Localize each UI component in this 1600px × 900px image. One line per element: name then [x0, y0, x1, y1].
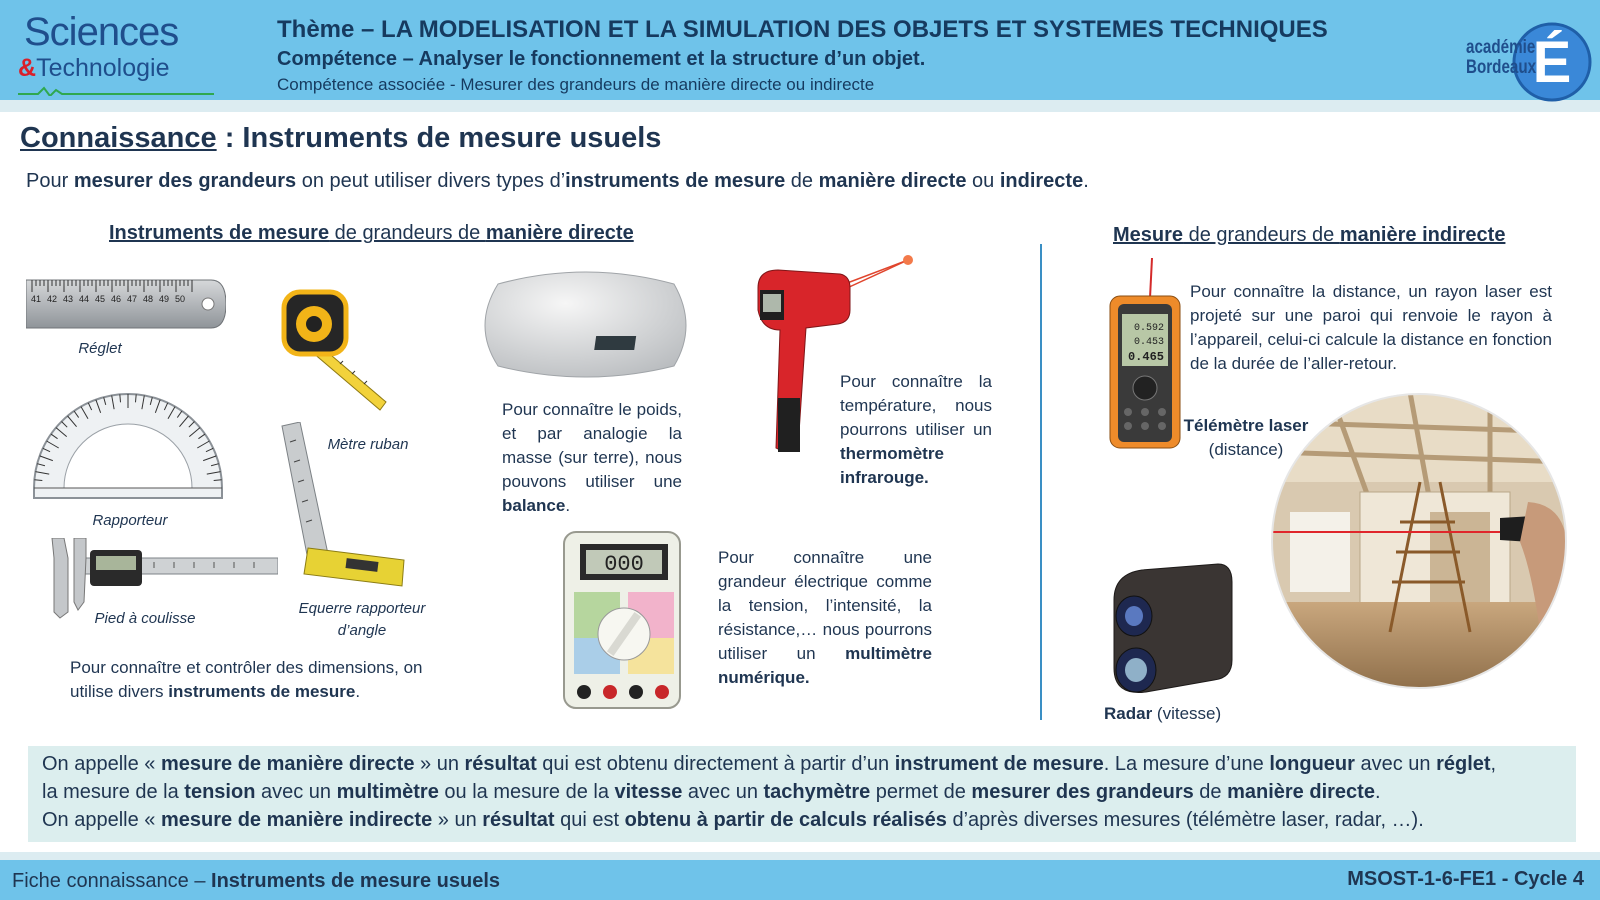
indirect-section-heading: Mesure de grandeurs de manière indirecte	[1113, 224, 1506, 246]
balance-text: Pour connaître le poids, et par analogie la masse (sur terre), nous pouvons utiliser une balance.	[502, 400, 682, 515]
ruler-scale-label: 43	[62, 294, 74, 304]
competence-heading: Compétence – Analyser le fonctionnement et la structure d’un objet.	[277, 48, 926, 70]
footer-title: Fiche connaissance – Instruments de mesure usuels	[12, 870, 500, 892]
svg-text:0.453: 0.453	[1133, 337, 1164, 348]
ruler-scale-label: 50	[174, 294, 186, 304]
ruler-scale-label: 44	[78, 294, 90, 304]
page-title	[20, 122, 661, 155]
footer-banner	[0, 860, 1600, 900]
svg-text:0.592: 0.592	[1133, 323, 1164, 334]
definition-line-1: On appelle « mesure de manière directe » un résultat qui est obtenu directement à partir d’un instrument de mesure. La mesure d’une longueur avec un réglet,	[42, 753, 1497, 775]
title-connaissance: Connaissance	[20, 122, 217, 154]
caption-rapporteur: Rapporteur	[92, 512, 168, 529]
caption-equerre: Equerre rapporteur d’angle	[298, 600, 426, 639]
ruler-scale-label: 46	[110, 294, 122, 304]
sciences-technologie-logo	[18, 8, 218, 94]
academie-bordeaux-logo	[1462, 4, 1596, 100]
multimetre-text: Pour connaître une grandeur électrique comme la tension, l’intensité, la résistance,… nous pourrons utiliser un multimètre numérique.	[718, 548, 932, 687]
logo-technologie-word: Technologie	[36, 54, 170, 82]
chantier-laser-photo	[1270, 392, 1568, 690]
theme-heading: Thème – LA MODELISATION ET LA SIMULATION DES OBJETS ET SYSTEMES TECHNIQUES	[277, 16, 1328, 43]
pied-a-coulisse-image	[44, 538, 278, 620]
definition-line-2: la mesure de la tension avec un multimètre ou la mesure de la vitesse avec un tachymètre permet de mesurer des grandeurs de manière directe.	[42, 781, 1381, 803]
academie-line2: Bordeaux	[1466, 57, 1537, 78]
direct-section-heading: Instruments de mesure de grandeurs de manière directe	[109, 222, 634, 244]
ruler-scale-label: 49	[158, 294, 170, 304]
academie-line1: académie	[1466, 37, 1536, 58]
reglet-image	[26, 278, 226, 332]
dimensions-text: Pour connaître et contrôler des dimensions, on utilise divers instruments de mesure.	[70, 658, 423, 701]
logo-technologie-text	[18, 54, 170, 83]
logo-amp: &	[18, 54, 37, 82]
multimetre-display: 000	[604, 552, 644, 577]
thermometre-text: Pour connaître la température, nous pourrons utiliser un thermomètre infrarouge.	[840, 372, 992, 487]
telemetre-description: Pour connaître la distance, un rayon laser est projeté sur une paroi qui renvoie le rayon à l’appareil, celui-ci calcule la distance en fonction de la durée de l’aller-retour.	[1190, 282, 1552, 373]
telemetre-caption: Télémètre laser (distance)	[1183, 416, 1309, 459]
competence-associee: Compétence associée - Mesurer des grandeurs de manière directe ou indirecte	[277, 75, 875, 94]
equerre-image	[278, 422, 412, 588]
academie-text	[1466, 38, 1536, 78]
caption-metre-ruban: Mètre ruban	[327, 436, 409, 453]
ruler-scale-label: 45	[94, 294, 106, 304]
rapporteur-image	[30, 368, 226, 502]
ruler-scale-label: 42	[46, 294, 58, 304]
header-strip	[0, 100, 1600, 112]
intro-text: Pour mesurer des grandeurs on peut utiliser divers types d’instruments de mesure de manière directe ou indirecte.	[26, 170, 1089, 192]
svg-text:0.465: 0.465	[1127, 350, 1164, 364]
caption-reglet: Réglet	[78, 340, 122, 357]
radar-image	[1106, 560, 1236, 698]
balance-image	[478, 266, 694, 384]
caption-pied-a-coulisse: Pied à coulisse	[94, 610, 196, 627]
telemetre-laser-image	[1108, 258, 1184, 452]
section-divider	[1040, 244, 1042, 720]
ruler-scale-label: 41	[30, 294, 42, 304]
metre-ruban-image	[278, 284, 398, 424]
logo-sciences-text: Sciences	[24, 10, 179, 54]
heartbeat-line-icon	[18, 86, 214, 96]
footer-strip	[0, 852, 1600, 860]
ruler-scale-label: 47	[126, 294, 138, 304]
academie-letter: É	[1532, 30, 1572, 95]
radar-caption: Radar (vitesse)	[1104, 704, 1222, 723]
multimetre-image	[560, 528, 688, 712]
footer-reference: MSOST-1-6-FE1 - Cycle 4	[1347, 868, 1584, 890]
definition-line-3: On appelle « mesure de manière indirecte » un résultat qui est obtenu à partir de calculs réalisés d’après diverses mesures (télémètre laser, radar, …).	[42, 809, 1424, 831]
ruler-scale-label: 48	[142, 294, 154, 304]
title-rest: : Instruments de mesure usuels	[216, 122, 662, 154]
definition-box	[28, 746, 1576, 842]
